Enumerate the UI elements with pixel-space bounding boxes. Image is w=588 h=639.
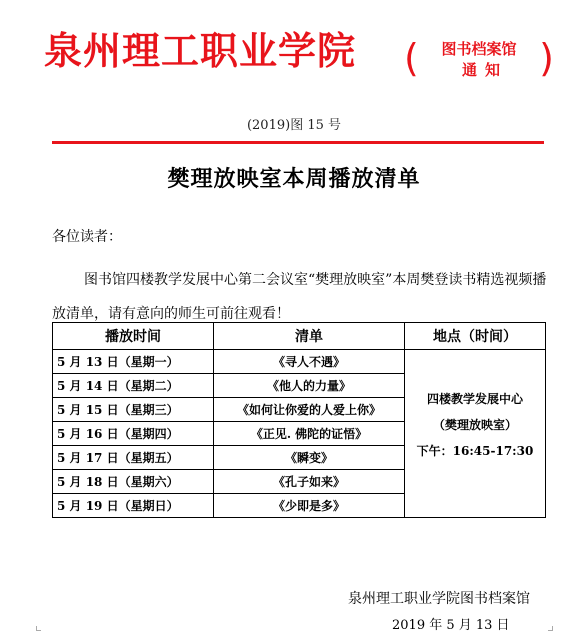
left-paren: ( — [404, 36, 419, 80]
body-paragraph — [52, 263, 552, 331]
row-item: 《孔子如来》 — [214, 470, 405, 494]
row-time: 5 月 18 日（星期六） — [53, 470, 214, 494]
institution-name: 泉州理工职业学院 — [44, 28, 357, 73]
header-location: 地点（时间） — [405, 323, 546, 350]
row-time: 5 月 19 日（星期日） — [53, 494, 214, 518]
header-time: 播放时间 — [53, 323, 214, 350]
row-time: 5 月 17 日（星期五） — [53, 446, 214, 470]
row-item: 《寻人不遇》 — [214, 350, 405, 374]
row-item: 《他人的力量》 — [214, 374, 405, 398]
signature-date: 2019 年 5 月 13 日 — [392, 618, 510, 633]
notice-word: 通知 — [461, 61, 508, 79]
location-cell — [405, 350, 546, 518]
paragraph-text: 图书馆四楼教学发展中心第二会议室“樊理放映室”本周樊登读书精选视频播放清单，请有意向的师生可前往观看！ — [52, 272, 547, 322]
location-line-3: 下午：16:45-17:30 — [416, 444, 534, 458]
row-item: 《少即是多》 — [214, 494, 405, 518]
page-title: 樊理放映室本周播放清单 — [167, 166, 421, 192]
row-item: 《正见. 佛陀的证悟》 — [214, 422, 405, 446]
location-line-2: （樊理放映室） — [432, 418, 517, 432]
row-item: 《如何让你爱的人爱上你》 — [214, 398, 405, 422]
row-item: 《瞬变》 — [214, 446, 405, 470]
row-time: 5 月 13 日（星期一） — [53, 350, 214, 374]
row-time: 5 月 15 日（星期三） — [53, 398, 214, 422]
department-name: 图书档案馆 — [441, 40, 517, 58]
header-item: 清单 — [214, 323, 405, 350]
row-time: 5 月 16 日（星期四） — [53, 422, 214, 446]
signature-organization: 泉州理工职业学院图书档案馆 — [348, 591, 530, 607]
schedule-table — [52, 322, 546, 518]
table-header-row — [53, 323, 546, 350]
right-paren: ) — [539, 36, 554, 80]
page-corner-mark — [548, 626, 553, 631]
page-corner-mark — [36, 626, 41, 631]
red-divider — [52, 141, 544, 144]
row-time: 5 月 14 日（星期二） — [53, 374, 214, 398]
document-number: (2019)图 15 号 — [246, 118, 342, 133]
table-row — [53, 350, 546, 374]
notice-label — [404, 35, 554, 85]
salutation: 各位读者： — [52, 229, 122, 245]
location-line-1: 四楼教学发展中心 — [426, 392, 523, 406]
